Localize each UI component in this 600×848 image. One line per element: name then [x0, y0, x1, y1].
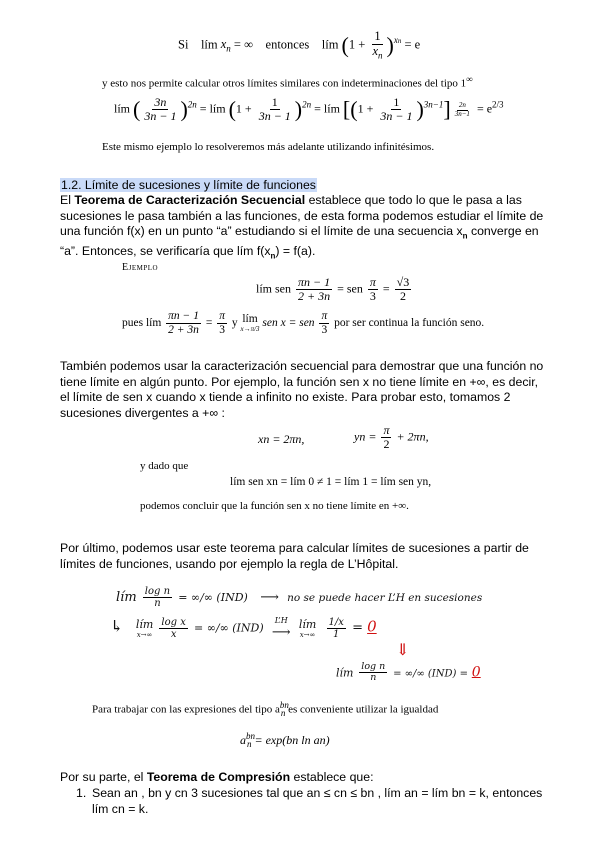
formula-text: lím	[114, 101, 131, 116]
text-run: Por último, podemos usar este teorema para calcular límites de sucesiones a partir de límites de funciones, usando por ejemplo la regla de L’Hôpital.	[60, 541, 529, 571]
handwritten-text: n	[370, 672, 377, 684]
formula-text: =	[205, 316, 213, 329]
subscript: n	[462, 231, 468, 241]
text-run: También podemos usar la caracterización secuencial para demostrar que una función no tiene límite en algún punto. Por ejemplo, la función sen x no tiene límite en +∞, es decir, el límite de sen x cuando x tiende a infinito no existe. Para probar esto, tomamos 2 sucesiones divergentes a +∞ :	[60, 359, 544, 420]
paragraph-2	[60, 359, 544, 421]
section-heading	[60, 178, 317, 192]
theorem-name: Teorema de Caracterización Secuencial	[74, 193, 306, 207]
formula-text: πn − 1	[168, 310, 199, 322]
formula-text: π	[219, 310, 225, 322]
formula-text: pues lím	[122, 316, 162, 329]
arrow-icon: ⟶	[260, 590, 279, 605]
text-run: ) = f(a).	[275, 244, 316, 259]
formula-text: 3n − 1	[144, 109, 177, 124]
formula-text: √3	[396, 275, 410, 289]
formula-text: 3n − 1	[380, 109, 413, 124]
formula-text: x→π/3	[240, 325, 260, 334]
handwritten-text: lím	[116, 590, 137, 605]
text-run: establece que:	[290, 770, 374, 784]
formula-text: lím	[323, 101, 340, 116]
formula-text: 2n	[187, 99, 197, 110]
handwritten-text: x→∞	[299, 630, 316, 639]
text-run: El	[60, 193, 75, 207]
superscript: ∞	[466, 74, 473, 84]
formula-text: 2	[383, 437, 390, 452]
formula-text: π	[321, 310, 328, 322]
seq-xn	[258, 432, 304, 447]
formula-text: 2 + 3n	[298, 289, 331, 304]
handwritten-text: x→∞	[136, 630, 153, 639]
handwriting-line-3	[336, 662, 481, 684]
formula-text: = sen	[337, 281, 363, 296]
handwritten-text: lím	[135, 617, 154, 631]
formula-exp	[240, 731, 330, 749]
text-para-trabajar	[92, 700, 438, 718]
formula-text: lím sen	[256, 281, 291, 296]
formula-text: 2 + 3n	[168, 323, 199, 336]
formula-text: = ∞	[233, 37, 254, 52]
formula-text: 3n − 1	[258, 109, 291, 124]
subscript: n	[270, 251, 276, 261]
formula-text: + 2πn,	[396, 429, 429, 444]
text-line: y esto nos permite calcular otros límites similares con indeterminaciones del tipo 1	[102, 77, 467, 90]
section-heading-text: 1.2. Límite de sucesiones y límite de funciones	[61, 178, 316, 192]
text-line: es conveniente utilizar la igualdad	[288, 703, 439, 716]
formula-text: 2n	[458, 101, 466, 110]
dado-formula	[230, 476, 431, 488]
handwritten-text: = ∞/∞ (IND)	[194, 621, 264, 635]
formula-text: 2n	[302, 99, 312, 110]
formula-text: 3n−1	[423, 99, 444, 110]
paragraph-4	[60, 770, 544, 786]
handwritten-text: 1	[333, 628, 340, 640]
formula-text: lím sen xn = lím 0 ≠ 1 = lím 1 = lím sen yn,	[230, 476, 432, 488]
ejemplo-formula-1	[256, 276, 413, 303]
formula-text: 1	[393, 95, 400, 109]
down-arrow-icon	[396, 640, 409, 659]
formula-text: = e	[404, 37, 421, 52]
text-podemos-concluir	[140, 500, 409, 512]
formula-text: πn − 1	[298, 275, 331, 289]
formula-text: 1	[374, 29, 381, 43]
handwritten-text: log n	[144, 586, 171, 597]
formula-text: π	[369, 275, 376, 289]
handwritten-note: no se puede hacer L’H en sucesiones	[287, 592, 483, 604]
handwritten-text: log x	[161, 616, 186, 628]
formula-text: y	[231, 316, 238, 329]
handwritten-text: 1/x	[328, 616, 344, 628]
formula-text: = e	[476, 101, 493, 116]
handwritten-text: lím	[336, 666, 354, 680]
formula-text: = exp(bn ln an)	[254, 733, 330, 747]
formula-text: 3	[321, 323, 328, 336]
formula-text: lím	[200, 37, 218, 52]
formula-text: yn =	[354, 429, 377, 444]
text-run: converge en “a”. Entonces, se verificaría que lím f(x	[60, 224, 539, 259]
list-item-text: Sean an , bn y cn 3 sucesiones tal que an ≤ cn ≤ bn , lím an = lím bn = k, entonces lím cn = k.	[92, 786, 543, 816]
hook-arrow-icon: ↳	[110, 616, 124, 636]
formula-text: a	[240, 733, 246, 747]
formula-text: Si	[178, 37, 189, 52]
handwriting-line-2	[110, 616, 377, 640]
formula-text: 2/3	[492, 99, 504, 110]
subscript: n	[280, 707, 286, 718]
formula-text: lím	[242, 313, 258, 326]
formula-text: lím	[321, 37, 339, 52]
text-line: Este mismo ejemplo lo resolveremos más adelante utilizando infinitésimos.	[102, 141, 435, 153]
text-line: Para trabajar con las expresiones del tipo a	[92, 703, 280, 716]
list-item	[76, 786, 544, 817]
paragraph-3	[60, 541, 544, 572]
seq-yn	[354, 424, 429, 451]
handwritten-text: lím	[298, 617, 317, 631]
superscript: bn	[279, 700, 289, 710]
example-label: Ejemplo	[122, 262, 159, 273]
formula-text: por ser continua la función seno.	[334, 316, 485, 329]
arrow-icon: ⟶	[271, 625, 291, 640]
text-run: establece que todo lo que le pasa a las sucesiones le pasa también a las funciones, de esta forma podemos estudiar el límite de una función f(x) en un punto “a” estudiando si el límite de una secuencia x	[60, 193, 544, 239]
formula-text: 3	[369, 289, 376, 304]
text-run: Por su parte, el	[60, 770, 147, 784]
result-underlined: 0	[471, 664, 481, 681]
handwritten-text: x	[170, 628, 177, 640]
text-line: y dado que	[140, 460, 189, 472]
handwritten-text: L’H	[274, 616, 288, 625]
formula-text: =	[199, 101, 207, 116]
text-y-dado-que	[140, 460, 188, 472]
ejemplo-label	[122, 262, 158, 273]
formula-text: 1 +	[348, 37, 366, 52]
formula-text: lím	[209, 101, 226, 116]
formula-text: 3n−1	[454, 110, 470, 119]
formula-text: entonces	[265, 37, 310, 52]
handwritten-text: log n	[361, 661, 386, 672]
result-underlined: 0	[367, 617, 377, 636]
text-line: podemos concluir que la función sen x no tiene límite en +∞.	[140, 500, 409, 512]
theorem-name: Teorema de Compresión	[146, 770, 291, 784]
list-number: 1.	[76, 786, 87, 800]
handwritten-text: = ∞/∞ (IND) =	[393, 668, 468, 680]
handwritten-text: =	[352, 620, 363, 636]
formula-text: 2	[399, 289, 406, 304]
formula-text: sen x = sen	[262, 316, 315, 329]
down-arrow-glyph: ⇓	[396, 640, 410, 659]
handwritten-text: = ∞/∞ (IND)	[178, 591, 248, 604]
formula-top: Si lím $x_n$ = ∞ entonces lím (1 + $\frac{1}{x_n}$ )$^{xn}$ = e	[178, 29, 421, 61]
handwritten-text: n	[154, 598, 161, 609]
text-indeterminations	[102, 74, 473, 90]
formula-text: 3n	[154, 95, 167, 109]
formula-text: =	[382, 281, 390, 296]
handwriting-line-1	[116, 586, 482, 609]
text-same-example	[102, 141, 434, 153]
formula-text: 3	[219, 323, 225, 336]
formula-2: lím ( $\frac{3n}{3n - 1}$ )$^{2n}$ = lím (1 + $\frac{1}{3n - 1}$ )$^{2n}$ = lím [(1 + $\frac{1}{3n - 1}$ )$^{3n-1}$] $\frac{2n}{3n-1}$ = $e^{2/3}$	[114, 95, 504, 124]
formula-text: n	[247, 739, 252, 750]
formula-text: 1	[271, 95, 278, 109]
formula-text: 1 +	[235, 101, 252, 116]
formula-text: bn	[246, 731, 255, 741]
paragraph-1	[60, 193, 544, 264]
formula-text: xn = 2πn,	[258, 432, 305, 446]
ejemplo-formula-2	[122, 310, 484, 336]
formula-text: 1 +	[357, 101, 374, 116]
formula-text: =	[314, 101, 321, 116]
formula-text: π	[383, 423, 390, 437]
